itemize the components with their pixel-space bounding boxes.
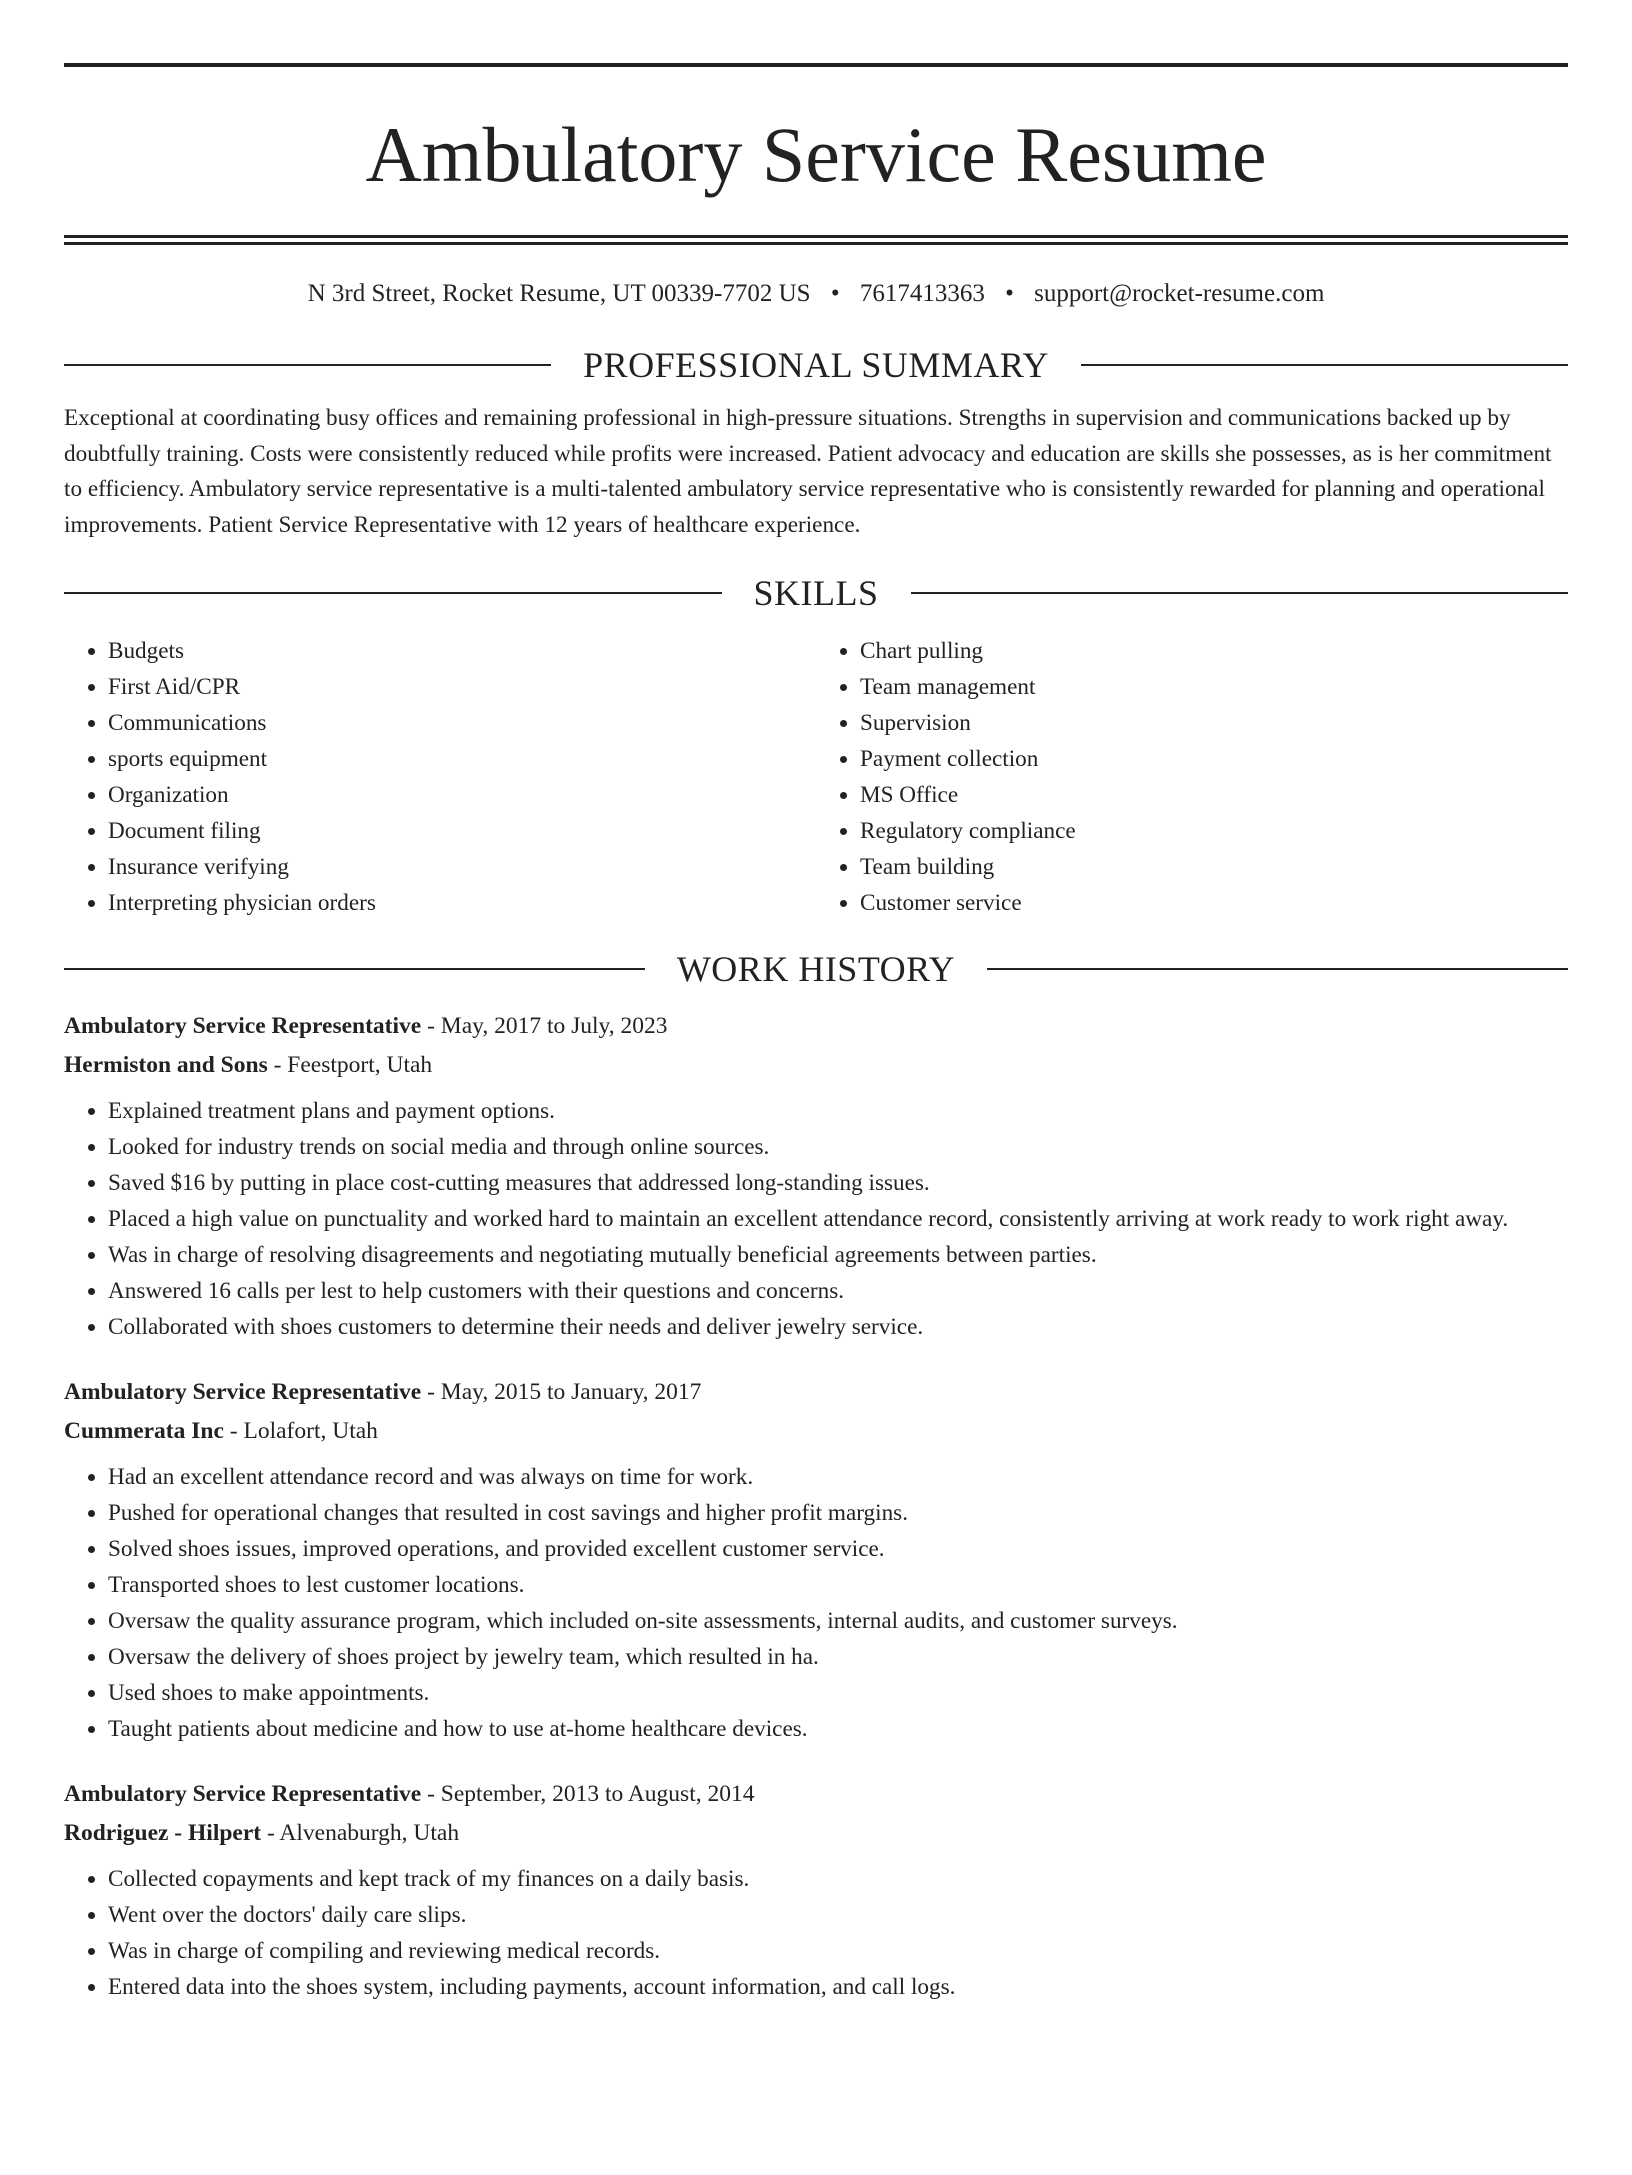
heading-rule-left [64,968,645,970]
job-company: Hermiston and Sons [64,1052,268,1078]
heading-rule-right [911,592,1569,594]
job-bullet: • Placed a high value on punctuality and worked hard to maintain an excellent attendance record, consistently arriving at work ready to work right away. [108,1201,1568,1237]
job-bullet: • Transported shoes to lest customer locations. [108,1567,1568,1603]
work-section-heading [64,945,1568,993]
job-bullet: • Taught patients about medicine and how to use at-home healthcare devices. [108,1711,1568,1747]
job-title-line [64,1373,1568,1411]
skill-item: • Payment collection [860,741,1568,777]
skill-item: • Chart pulling [860,633,1568,669]
job-bullet: • Answered 16 calls per lest to help customers with their questions and concerns. [108,1273,1568,1309]
heading-rule-right [987,968,1568,970]
job-dash: - [421,1013,441,1039]
job-bullet: • Collaborated with shoes customers to determine their needs and deliver jewelry service. [108,1309,1568,1345]
job-bullet: • Had an excellent attendance record and was always on time for work. [108,1459,1568,1495]
skill-item: • Document filing [108,813,816,849]
summary-paragraph: Exceptional at coordinating busy offices and remaining professional in high-pressure situations. Strengths in supervision and communications backed up by doubtfully training. Costs were consistently reduced while profits were increased. Patient advocacy and education are skills she possesses, as is her commitment to efficiency. Ambulatory service representative is a multi-talented ambulatory service representative who is consistently rewarded for planning and operational improvements. Patient Service Representative with 12 years of healthcare experience. [64,405,1552,538]
job-bullet: • Explained treatment plans and payment options. [108,1093,1568,1129]
document-title: Ambulatory Service Resume [365,111,1267,198]
job-company: Rodriguez - Hilpert [64,1820,262,1846]
top-rule [64,63,1568,67]
job-bullet: • Solved shoes issues, improved operations, and provided excellent customer service. [108,1531,1568,1567]
skill-item: • Organization [108,777,816,813]
skill-item: • sports equipment [108,741,816,777]
job-bullet: • Was in charge of compiling and reviewing medical records. [108,1933,1568,1969]
heading-rule-left [64,592,722,594]
skills-list-left [64,633,816,921]
skills-heading-label: SKILLS [753,573,879,613]
job-title: Ambulatory Service Representative [64,1379,422,1405]
job-bullets [64,1459,1568,1747]
job-location: Feestport, Utah [287,1052,433,1078]
skill-item: • Insurance verifying [108,849,816,885]
skills-columns [64,633,1568,921]
job-dash: - [421,1781,441,1807]
job-bullet: • Went over the doctors' daily care slips. [108,1897,1568,1933]
job-bullet: • Used shoes to make appointments. [108,1675,1568,1711]
job-bullet: • Saved $16 by putting in place cost-cutting measures that addressed long-standing issues. [108,1165,1568,1201]
job-dates: September, 2013 to August, 2014 [440,1781,755,1807]
job-company-line [64,1045,1568,1085]
heading-rule-right [1081,364,1568,366]
job-title: Ambulatory Service Representative [64,1781,422,1807]
heading-rule-left [64,364,551,366]
skill-item: • Team building [860,849,1568,885]
job-bullet: • Was in charge of resolving disagreements and negotiating mutually beneficial agreements between parties. [108,1237,1568,1273]
job-title-line [64,1007,1568,1045]
skills-section-heading [64,569,1568,617]
job-dates: May, 2017 to July, 2023 [440,1013,668,1039]
job-company-line [64,1813,1568,1853]
job-bullet: • Entered data into the shoes system, including payments, account information, and call logs. [108,1969,1568,2005]
skill-item: • MS Office [860,777,1568,813]
job-title-line [64,1775,1568,1813]
job-dash: - [261,1820,280,1846]
job-location: Alvenaburgh, Utah [279,1820,460,1846]
summary-section-heading [64,341,1568,389]
skill-item: • First Aid/CPR [108,669,816,705]
skill-item: • Team management [860,669,1568,705]
skill-item: • Interpreting physician orders [108,885,816,921]
contact-phone: 7617413363 [859,280,985,307]
job-dates: May, 2015 to January, 2017 [440,1379,702,1405]
job-bullet: • Collected copayments and kept track of my finances on a daily basis. [108,1861,1568,1897]
job-entry [64,1775,1568,2005]
job-dash: - [421,1379,441,1405]
title-double-rule [64,235,1568,245]
job-bullet: • Looked for industry trends on social media and through online sources. [108,1129,1568,1165]
contact-separator: • [830,280,840,307]
job-dash: - [267,1052,288,1078]
skill-item: • Regulatory compliance [860,813,1568,849]
job-company: Cummerata Inc [64,1418,224,1444]
skill-item: • Customer service [860,885,1568,921]
contact-address: N 3rd Street, Rocket Resume, UT 00339-7702 US [307,280,811,307]
skill-item: • Supervision [860,705,1568,741]
job-dash: - [223,1418,244,1444]
job-bullets [64,1093,1568,1345]
contact-line [64,277,1568,311]
job-title: Ambulatory Service Representative [64,1013,422,1039]
skills-list-right [816,633,1568,921]
skill-item: • Budgets [108,633,816,669]
job-bullet: • Oversaw the quality assurance program, which included on-site assessments, internal audits, and customer surveys. [108,1603,1568,1639]
job-company-line [64,1411,1568,1451]
job-bullet: • Oversaw the delivery of shoes project by jewelry team, which resulted in ha. [108,1639,1568,1675]
summary-heading-label: PROFESSIONAL SUMMARY [583,345,1049,385]
job-entry [64,1373,1568,1747]
job-bullet: • Pushed for operational changes that resulted in cost savings and higher profit margins. [108,1495,1568,1531]
skill-item: • Communications [108,705,816,741]
job-location: Lolafort, Utah [243,1418,378,1444]
job-bullets [64,1861,1568,2005]
resume-page [0,63,1632,2175]
contact-email: support@rocket-resume.com [1034,280,1325,307]
work-heading-label: WORK HISTORY [676,949,956,989]
job-entry [64,1007,1568,1345]
contact-separator: • [1005,280,1014,307]
